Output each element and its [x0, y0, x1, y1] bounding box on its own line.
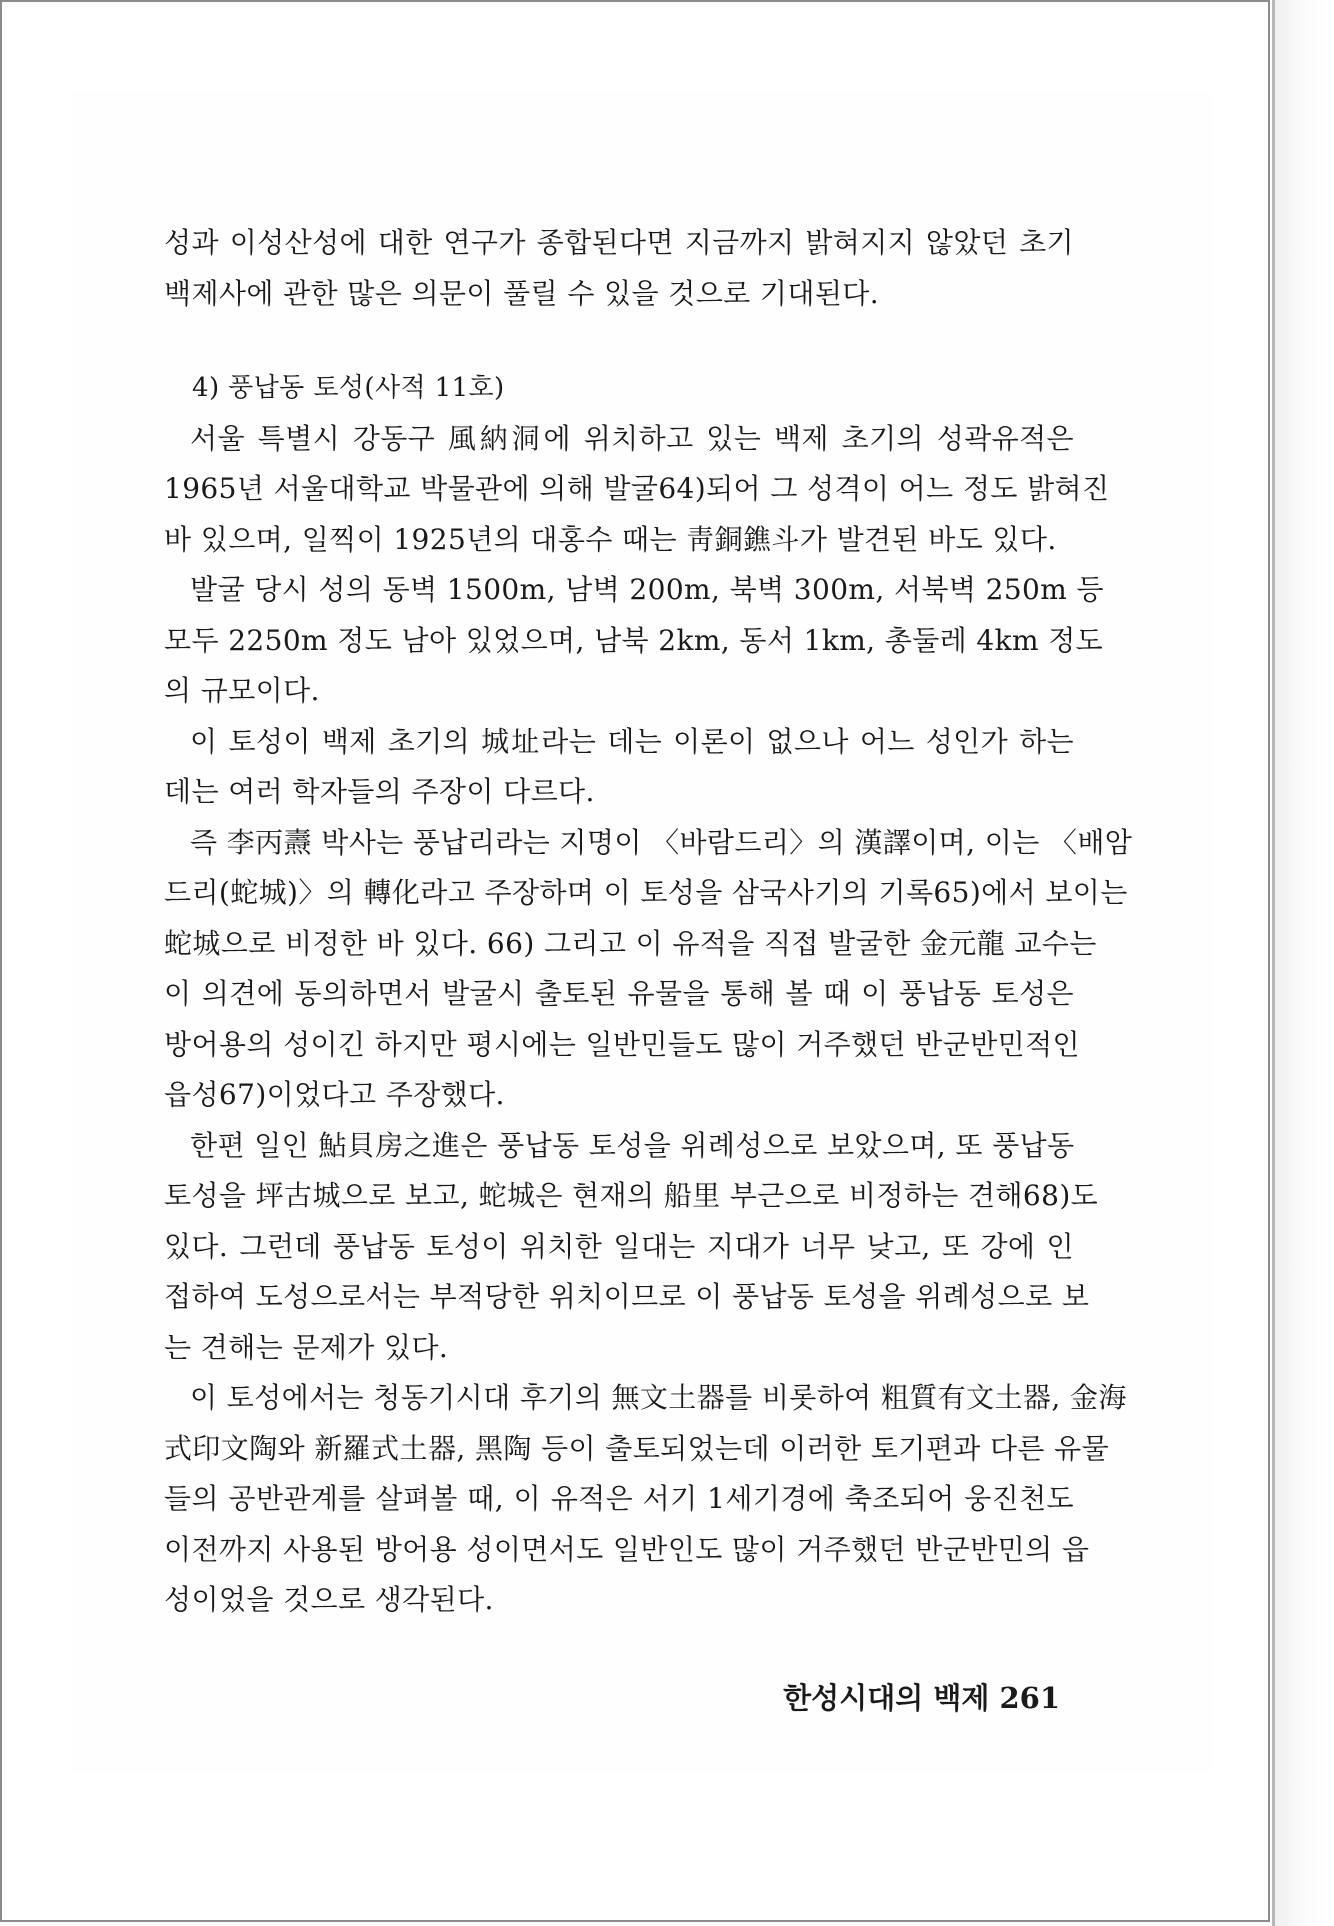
- text-line: 의 규모이다.: [164, 674, 320, 707]
- text-line: 성이었을 것으로 생각된다.: [164, 1583, 494, 1616]
- text-line: 는 견해는 문제가 있다.: [164, 1330, 449, 1364]
- text-line: 이 토성에서는 청동기시대 후기의 無文土器를 비롯하여 粗質有文土器, 金海: [190, 1381, 1127, 1414]
- text-line: 들의 공반관계를 살펴볼 때, 이 유적은 서기 1세기경에 축조되어 웅진천도: [164, 1482, 1074, 1515]
- body-text: [164, 218, 1133, 1626]
- text-line: 1965년 서울대학교 박물관에 의해 발굴64)되어 그 성격이 어느 정도 밝혀진: [164, 472, 1110, 505]
- text-line: 한편 일인 鮎貝房之進은 풍납동 토성을 위례성으로 보았으며, 또 풍납동: [190, 1128, 1075, 1162]
- text-line: 서울 특별시 강동구 風納洞에 위치하고 있는 백제 초기의 성곽유적은: [190, 421, 1074, 455]
- text-line: 읍성67)이었다고 주장했다.: [164, 1078, 505, 1111]
- text-line: 이전까지 사용된 방어용 성이면서도 일반인도 많이 거주했던 반군반민의 읍: [164, 1532, 1090, 1566]
- text-line: 모두 2250m 정도 남아 있었으며, 남북 2km, 동서 1km, 총둘레 4km 정도: [164, 623, 1104, 657]
- text-line: 백제사에 관한 많은 의문이 풀릴 수 있을 것으로 기대된다.: [164, 276, 880, 310]
- text-line: 이 의견에 동의하면서 발굴시 출토된 유물을 통해 볼 때 이 풍납동 토성은: [164, 977, 1074, 1010]
- page-footer: 한성시대의 백제 261: [783, 1681, 1060, 1715]
- text-line: 이 토성이 백제 초기의 城址라는 데는 이론이 없으나 어느 성인가 하는: [190, 724, 1074, 758]
- text-line: 데는 여러 학자들의 주장이 다르다.: [164, 775, 595, 808]
- text-line: 발굴 당시 성의 동벽 1500m, 남벽 200m, 북벽 300m, 서북벽 250m 등: [190, 573, 1104, 606]
- text-line: 式印文陶와 新羅式土器, 黑陶 등이 출토되었는데 이러한 토기편과 다른 유물: [164, 1431, 1110, 1465]
- page-shadow: [1275, 0, 1334, 1926]
- section-heading: 4) 풍납동 토성(사적 11호): [192, 373, 505, 403]
- text-line: 蛇城으로 비정한 바 있다. 66) 그리고 이 유적을 직접 발굴한 金元龍 교수는: [164, 926, 1097, 960]
- text-line: 있다. 그런데 풍납동 토성이 위치한 일대는 지대가 너무 낮고, 또 강에 인: [164, 1229, 1074, 1263]
- text-line: 토성을 坪古城으로 보고, 蛇城은 현재의 船里 부근으로 비정하는 견해68)도: [164, 1179, 1099, 1212]
- text-line: 드리(蛇城)〉의 轉化라고 주장하며 이 토성을 삼국사기의 기록65)에서 보이는: [164, 876, 1128, 909]
- text-line: 성과 이성산성에 대한 연구가 종합된다면 지금까지 밝혀지지 않았던 초기: [164, 226, 1074, 259]
- text-line: 즉 李丙燾 박사는 풍납리라는 지명이 〈바람드리〉의 漢譯이며, 이는 〈배암: [190, 825, 1133, 859]
- text-line: 방어용의 성이긴 하지만 평시에는 일반민들도 많이 거주했던 반군반민적인: [164, 1027, 1080, 1061]
- text-line: 접하여 도성으로서는 부적당한 위치이므로 이 풍납동 토성을 위례성으로 보: [164, 1280, 1090, 1313]
- text-line: 바 있으며, 일찍이 1925년의 대홍수 때는 靑銅鐎斗가 발견된 바도 있다.: [164, 522, 1057, 556]
